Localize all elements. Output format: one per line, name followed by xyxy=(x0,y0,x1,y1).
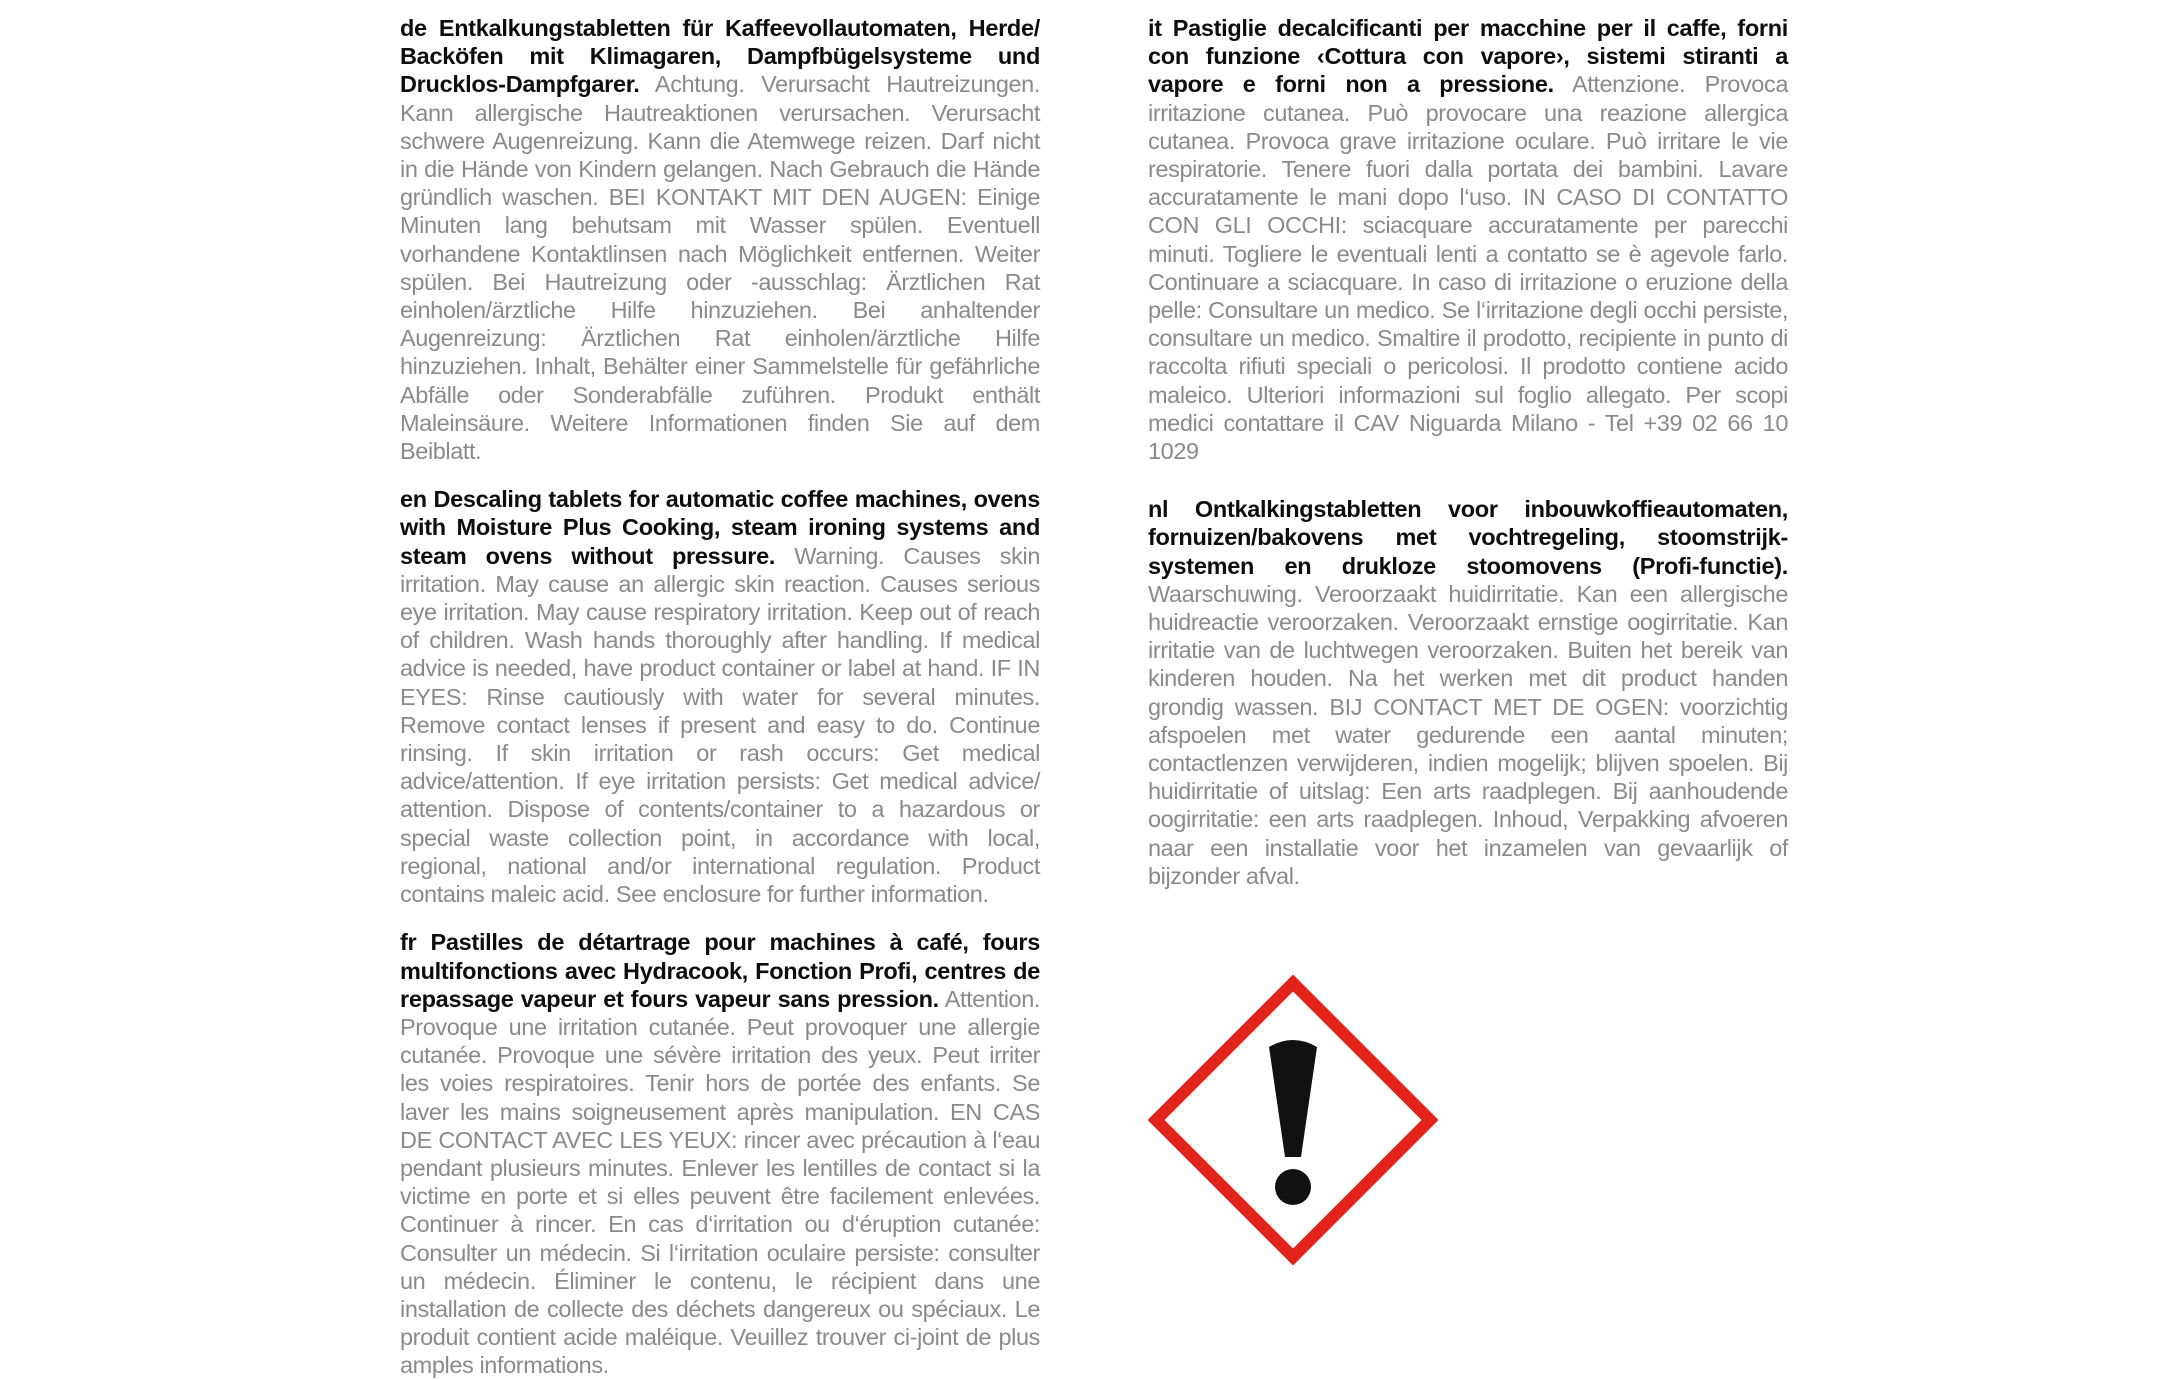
left-column xyxy=(400,14,1040,1380)
right-column xyxy=(1148,14,1788,890)
ghs-exclamation-mark-icon xyxy=(1148,975,1438,1265)
section-it-title: it Pastiglie decalcificanti per macchine per il caffe, forni con funzione ‹Cottura con vapore›, sistemi stiranti a vapore e forni non a pressione. xyxy=(1148,15,1788,98)
section-de xyxy=(400,14,1040,465)
section-nl xyxy=(1148,495,1788,890)
section-en xyxy=(400,485,1040,908)
section-fr xyxy=(400,928,1040,1379)
exclamation-dot xyxy=(1275,1169,1311,1205)
section-it-body: Attenzione. Provoca irritazione cutanea. Può provocare una reazione allergica cutanea. Provoca grave irritazione oculare. Può irritare le vie respiratorie. Tenere fuori dalla portata dei bambini. Lavare accuratamente le mani dopo l‘uso. IN CASO DI CONTATTO CON GLI OCCHI: sciacquare accuratamente per parecchi minuti. Togliere le eventuali lenti a contatto se è agevole farlo. Continuare a sciacquare. In caso di irritazione o eruzione della pelle: Consultare un medico. Se l‘irritazione degli occhi persiste, consultare un medico. Smaltire il prodotto, recipiente in punto di raccolta rifiuti speciali o pericolosi. Il prodotto contiene acido maleico. Ulteriori informazioni sul foglio allegato. Per scopi medici contattare il CAV Niguarda Milano - Tel +39 02 66 10 1029 xyxy=(1148,71,1788,465)
section-en-body: Warning. Causes skin irritation. May cause an allergic skin reaction. Causes serious eye irritation. May cause respiratory irritation. Keep out of reach of children. Wash hands thoroughly after handling. If medical advice is needed, have product container or label at hand. IF IN EYES: Rinse cautiously with water for several minutes. Remove contact lenses if present and easy to do. Continue rinsing. If skin irritation or rash occurs: Get medical advice/attention. If eye irritation persists: Get medical advice/ attention. Dispose of contents/container to a hazardous or special waste collection point, in accordance with local, regional, national and/or international regulation. Product contains maleic acid. See enclosure for further information. xyxy=(400,542,1040,908)
section-de-title: de Entkalkungstabletten für Kaffeevollautomaten, Herde/ Backöfen mit Klimagaren, Dampfbügelsysteme und Drucklos-Dampfgarer. xyxy=(400,15,1040,98)
section-it xyxy=(1148,14,1788,465)
section-nl-body: Waarschuwing. Veroorzaakt huidirritatie. Kan een allergische huidreactie veroorzaken. Veroorzaakt ernstige oogirritatie. Kan irritatie van de luchtwegen veroorzaken. Buiten het bereik van kinderen houden. Na het werken met dit product handen grondig wassen. BIJ CONTACT MET DE OGEN: voorzichtig afspoelen met water gedurende een aantal minuten; contactlenzen verwijderen, indien mogelijk; blijven spoelen. Bij huidirritatie of uitslag: Een arts raadplegen. Bij aanhoudende oogirritatie: een arts raadplegen. Inhoud, Verpakking afvoeren naar een installatie voor het inzamelen van gevaarlijk of bijzonder afval. xyxy=(1148,580,1788,889)
section-fr-title: fr Pastilles de détartrage pour machines à café, fours multifonctions avec Hydracook, Fonction Profi, centres de repassage vapeur et fours vapeur sans pression. xyxy=(400,929,1040,1012)
section-nl-title: nl Ontkalkingstabletten voor inbouwkoffieautomaten, fornuizen/bakovens met vochtregeling, stoomstrijk-systemen en drukloze stoomovens (Profi-functie). xyxy=(1148,496,1788,579)
section-fr-body: Attention. Provoque une irritation cutanée. Peut provoquer une allergie cutanée. Provoque une sévère irritation des yeux. Peut irriter les voies respiratoires. Tenir hors de portée des enfants. Se laver les mains soigneusement après manipulation. EN CAS DE CONTACT AVEC LES YEUX: rincer avec précaution à l‘eau pendant plusieurs minutes. Enlever les lentilles de contact si la victime en porte et si elles peuvent être facilement enlevées. Continuer à rincer. En cas d‘irritation ou d‘éruption cutanée: Consulter un médecin. Si l‘irritation oculaire persiste: consulter un médecin. Éliminer le contenu, le récipient dans une installation de collecte des déchets dangereux ou spéciaux. Le produit contient acide maléique. Veuillez trouver ci-joint de plus amples informations. xyxy=(400,985,1040,1379)
section-en-title: en Descaling tablets for automatic coffee machines, ovens with Moisture Plus Cooking, steam ironing systems and steam ovens without pressure. xyxy=(400,486,1040,569)
section-de-body: Achtung. Verursacht Hautreizungen. Kann allergische Hautreaktionen verursachen. Verursacht schwere Augenreizung. Kann die Atemwege reizen. Darf nicht in die Hände von Kindern gelangen. Nach Gebrauch die Hände gründlich waschen. BEI KONTAKT MIT DEN AUGEN: Einige Minuten lang behutsam mit Wasser spülen. Eventuell vorhandene Kontaktlinsen nach Möglichkeit entfernen. Weiter spülen. Bei Hautreizung oder -ausschlag: Ärztlichen Rat einholen/ärztliche Hilfe hinzuziehen. Bei anhaltender Augenreizung: Ärztlichen Rat einholen/ärztliche Hilfe hinzuziehen. Inhalt, Behälter einer Sammelstelle für gefährliche Abfälle oder Sonderabfälle zuführen. Produkt enthält Maleinsäure. Weitere Informationen finden Sie auf dem Beiblatt. xyxy=(400,71,1040,465)
